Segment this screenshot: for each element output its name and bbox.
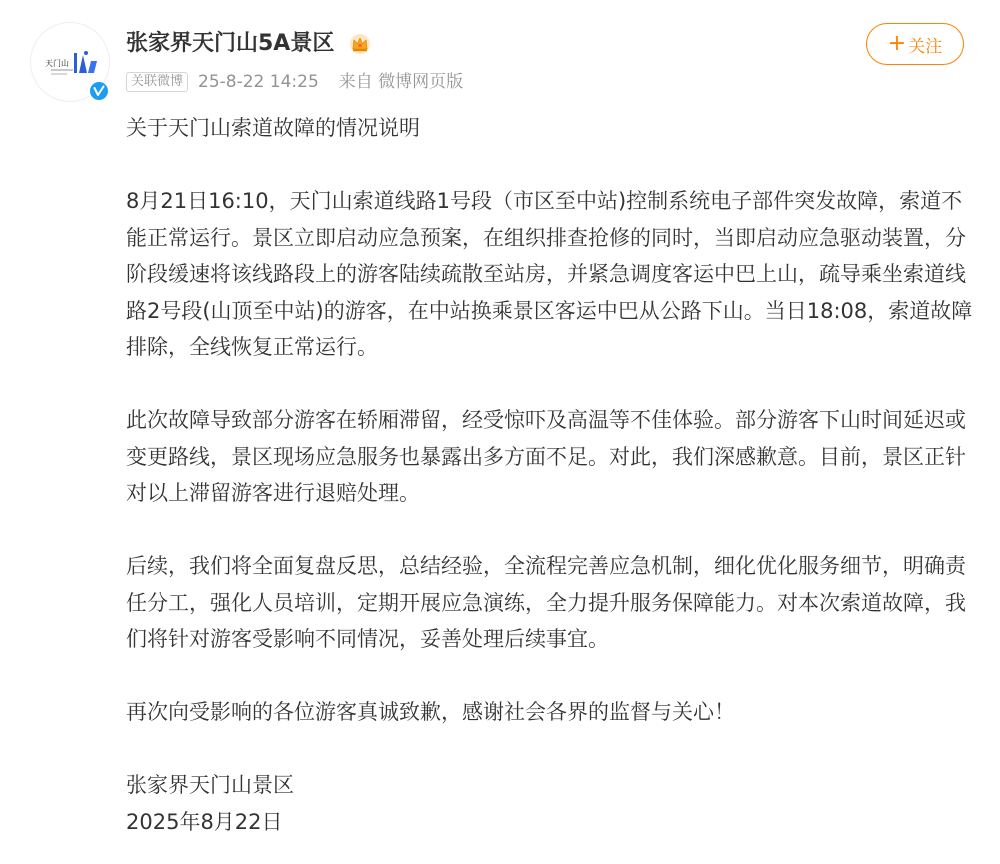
follow-label: 关注 <box>908 36 943 57</box>
post-time[interactable]: 25-8-22 14:25 <box>198 72 319 92</box>
paragraph-1: 8月21日16:10，天门山索道线路1号段（市区至中站)控制系统电子部件突发故障，索道不能正常运行。景区立即启动应急预案，在组织排查抢修的同时，当即启动应急驱动装置，分阶段缓速将该线路段上的游客陆续疏散至站房，并紧急调度客运中巴上山，疏导乘坐索道线路2号段(山顶至中站)的游客，在中站换乘景区客运中巴从公路下山。当日18:08，索道故障排除，全线恢复正常运行。 <box>126 189 973 359</box>
plus-icon: + <box>887 31 907 56</box>
crown-icon <box>348 33 372 55</box>
avatar-logo-text: 天门山 <box>45 59 69 68</box>
paragraph-4: 再次向受影响的各位游客真诚致歉，感谢社会各界的监督与关心！ <box>126 700 735 724</box>
post-date: 2025年8月22日 <box>126 809 283 834</box>
signature: 张家界天门山景区 <box>126 773 294 797</box>
paragraph-3: 后续，我们将全面复盘反思，总结经验，全流程完善应急机制，细化优化服务细节，明确责任分工，强化人员培训，定期开展应急演练，全力提升服务保障能力。对本次索道故障，我们将针对游客受影响不同情况，妥善处理后续事宜。 <box>126 554 966 651</box>
post-title: 关于天门山索道故障的情况说明 <box>126 116 420 140</box>
post-meta <box>126 70 463 94</box>
post-source: 来自 微博网页版 <box>338 72 464 92</box>
post-content <box>126 110 976 840</box>
account-name[interactable]: 张家界天门山5A景区 <box>126 31 335 56</box>
related-weibo-tag: 关联微博 <box>126 72 188 92</box>
verified-badge-icon <box>88 80 110 102</box>
follow-button[interactable] <box>866 23 964 65</box>
paragraph-2: 此次故障导致部分游客在轿厢滞留，经受惊吓及高温等不佳体验。部分游客下山时间延迟或变更路线，景区现场应急服务也暴露出多方面不足。对此，我们深感歉意。目前，景区正针对以上滞留游客进行退赔处理。 <box>126 408 966 505</box>
